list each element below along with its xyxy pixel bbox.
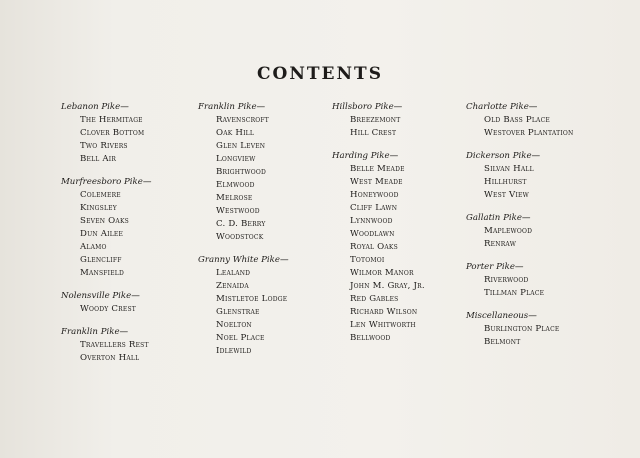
contents-entry: Clover Bottom (80, 128, 145, 138)
contents-entry: Longview (216, 154, 256, 164)
contents-entry: Noel Place (216, 333, 265, 343)
contents-entry: Mansfield (80, 268, 125, 278)
contents-column (198, 101, 348, 368)
contents-entry: Len Whitworth (350, 320, 416, 330)
contents-entry: Hill Crest (350, 128, 397, 138)
contents-section (466, 101, 616, 140)
section-heading: Franklin Pike— (61, 327, 129, 337)
contents-entry: West View (484, 190, 529, 200)
section-heading: Franklin Pike— (198, 102, 266, 112)
contents-entry: Belle Meade (350, 164, 405, 174)
contents-section (198, 101, 348, 244)
section-heading: Charlotte Pike— (466, 102, 538, 112)
contents-entry: Colemere (80, 190, 121, 200)
contents-entry: West Meade (350, 177, 403, 187)
contents-entry: Dun Ailee (80, 229, 124, 239)
contents-section (61, 290, 211, 316)
contents-entry: Mistletoe Lodge (216, 294, 288, 304)
contents-section (332, 101, 482, 140)
section-heading: Gallatin Pike— (466, 213, 531, 223)
contents-entry: Westover Plantation (484, 128, 574, 138)
section-heading: Hillsboro Pike— (332, 102, 403, 112)
contents-section (198, 254, 348, 358)
contents-entry: Woodlawn (350, 229, 395, 239)
contents-entry: Westwood (216, 206, 260, 216)
contents-column (61, 101, 211, 375)
contents-entry: Ravenscroft (216, 115, 269, 125)
contents-entry: Lynnwood (350, 216, 393, 226)
contents-entry: Richard Wilson (350, 307, 418, 317)
contents-entry: Burlington Place (484, 324, 560, 334)
contents-entry: Riverwood (484, 275, 529, 285)
contents-section (466, 261, 616, 300)
contents-entry: Renraw (484, 239, 517, 249)
section-heading: Dickerson Pike— (466, 151, 541, 161)
section-heading: Murfreesboro Pike— (61, 177, 152, 187)
contents-section (61, 101, 211, 166)
section-heading: Porter Pike— (466, 262, 524, 272)
section-heading: Lebanon Pike— (61, 102, 129, 112)
contents-column (466, 101, 616, 359)
contents-entry: Red Gables (350, 294, 399, 304)
contents-entry: Cliff Lawn (350, 203, 398, 213)
contents-entry: Totomoi (350, 255, 385, 265)
section-heading: Miscellaneous— (466, 311, 537, 321)
contents-entry: C. D. Berry (216, 219, 266, 229)
contents-entry: Travellers Rest (80, 340, 149, 350)
contents-entry: Royal Oaks (350, 242, 398, 252)
section-heading: Nolensville Pike— (61, 291, 140, 301)
contents-entry: Silvan Hall (484, 164, 534, 174)
contents-entry: The Hermitage (80, 115, 143, 125)
contents-entry: Old Bass Place (484, 115, 550, 125)
contents-entry: Melrose (216, 193, 253, 203)
contents-entry: Elmwood (216, 180, 255, 190)
contents-section (61, 176, 211, 280)
contents-entry: Glen Leven (216, 141, 266, 151)
contents-entry: Woodstock (216, 232, 264, 242)
contents-entry: Hillhurst (484, 177, 527, 187)
contents-entry: Maplewood (484, 226, 533, 236)
contents-section (332, 150, 482, 345)
contents-entry: Seven Oaks (80, 216, 129, 226)
contents-entry: Glencliff (80, 255, 122, 265)
contents-entry: Brightwood (216, 167, 267, 177)
contents-entry: Honeywood (350, 190, 399, 200)
contents-column (332, 101, 482, 355)
contents-entry: John M. Gray, Jr. (350, 281, 425, 291)
contents-entry: Tillman Place (484, 288, 545, 298)
contents-section (61, 326, 211, 365)
contents-entry: Kingsley (80, 203, 117, 213)
contents-entry: Noelton (216, 320, 252, 330)
contents-entry: Woody Crest (80, 304, 136, 314)
section-heading: Harding Pike— (332, 151, 399, 161)
contents-entry: Alamo (80, 242, 107, 252)
contents-entry: Idlewild (216, 346, 252, 356)
contents-entry: Overton Hall (80, 353, 140, 363)
contents-section (466, 212, 616, 251)
contents-entry: Oak Hill (216, 128, 255, 138)
contents-entry: Glenstrae (216, 307, 260, 317)
contents-entry: Two Rivers (80, 141, 128, 151)
contents-section (466, 310, 616, 349)
page-title: CONTENTS (257, 64, 383, 84)
contents-entry: Lealand (216, 268, 251, 278)
contents-section (466, 150, 616, 202)
contents-entry: Zenaida (216, 281, 249, 291)
contents-entry: Bell Air (80, 154, 117, 164)
section-heading: Granny White Pike— (198, 255, 289, 265)
contents-entry: Belmont (484, 337, 521, 347)
contents-entry: Bellwood (350, 333, 391, 343)
contents-entry: Breezemont (350, 115, 401, 125)
contents-entry: Wilmor Manor (350, 268, 414, 278)
